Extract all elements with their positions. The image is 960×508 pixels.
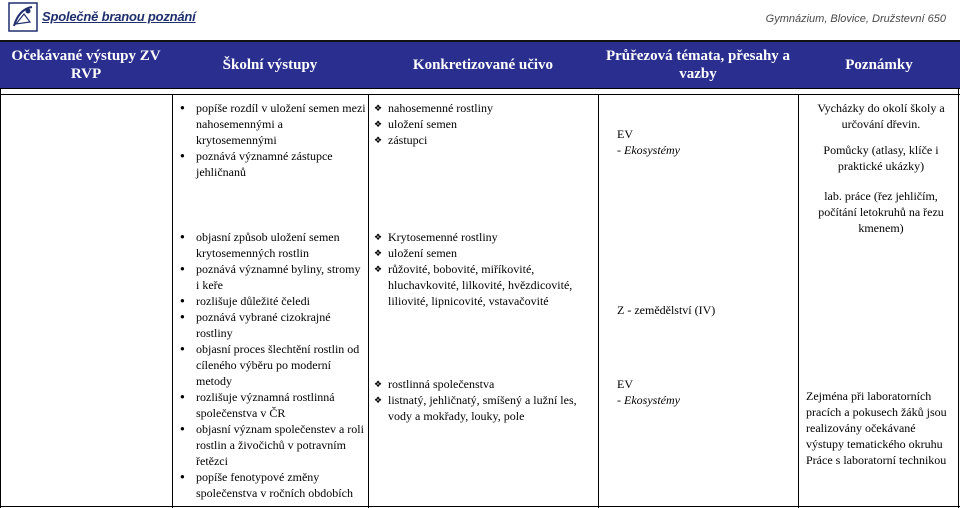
column-header-school-outputs: Školní výstupy (222, 57, 318, 73)
list-item: ❖ nahosemenné rostliny (374, 100, 594, 116)
table-header (0, 40, 960, 88)
note-text: Pomůcky (atlasy, klíče i praktické ukázky) (823, 143, 939, 173)
list-item: ● objasní význam společenstev a roli rostlin a živočichů v potravním řetězci (178, 421, 366, 469)
ev-code: EV (617, 377, 633, 391)
column-header-notes: Poznámky (845, 57, 913, 73)
page-header (0, 0, 960, 38)
row2-topic-ev (617, 376, 793, 408)
list-item: ● poznává významné byliny, stromy i keře (178, 261, 366, 293)
row2-outputs (178, 229, 366, 501)
z-label: Z - zemědělství (IV) (617, 303, 716, 317)
ev-topic: - Ekosystémy (617, 393, 680, 407)
table-border (0, 94, 960, 95)
table-border (0, 88, 1, 508)
list-item: ● poznává vybrané cizokrajné rostliny (178, 309, 366, 341)
list-item: ❖ Krytosemenné rostliny (374, 229, 594, 245)
list-item: ● rozlišuje významná rostlinná společenstva v ČR (178, 389, 366, 421)
row2-notes (806, 388, 956, 468)
table-border (172, 94, 173, 508)
list-item: ❖ růžovité, bobovité, miříkovité, hluchavkovité, lilkovité, hvězdicovité, liliovité, lipnicovité, vstavačovité (374, 261, 594, 309)
table-border (598, 94, 599, 508)
table-border (0, 88, 960, 89)
school-logo-icon (8, 2, 38, 32)
ev-topic: - Ekosystémy (617, 143, 680, 157)
list-item: ● rozlišuje důležité čeledi (178, 293, 366, 309)
school-name: Gymnázium, Blovice, Družstevní 650 (765, 13, 946, 25)
list-item: ● objasní způsob uložení semen krytosemenných rostlin (178, 229, 366, 261)
row1-content (374, 100, 594, 148)
list-item: ❖ uložení semen (374, 245, 594, 261)
list-item: ❖ zástupci (374, 132, 594, 148)
row2-content-b (374, 376, 594, 424)
note-text: Zejména při laboratorních pracích a pokusech žáků jsou realizovány očekávané výstupy tematického okruhu Práce s laboratorní technikou (806, 389, 947, 467)
row1-outputs (178, 100, 366, 180)
table-border (368, 94, 369, 508)
row2-topic-z (617, 302, 793, 318)
table-border (0, 506, 960, 507)
column-header-topics: Průřezová témata, přesahy a vazby (605, 48, 791, 82)
list-item: ❖ uložení semen (374, 116, 594, 132)
column-header-content: Konkretizované učivo (412, 57, 554, 73)
note-text: lab. práce (řez jehličím, počítání letokruhů na řezu kmenem) (818, 189, 944, 235)
logo-text: Společně branou poznání (42, 9, 196, 24)
ev-code: EV (617, 127, 633, 141)
row2-content-a (374, 229, 594, 309)
list-item: ● poznává významné zástupce jehličnanů (178, 148, 366, 180)
list-item: ● popíše rozdíl v uložení semen mezi nahosemennými a krytosemennými (178, 100, 366, 148)
table-border (958, 88, 959, 508)
list-item: ● popíše fenotypové změny společenstva v ročních obdobích (178, 469, 366, 501)
list-item: ● objasní proces šlechtění rostlin od cíleného výběru po moderní metody (178, 341, 366, 389)
list-item: ❖ listnatý, jehličnatý, smíšený a lužní les, vody a mokřady, louky, pole (374, 392, 594, 424)
row1-topics (617, 126, 793, 158)
list-item: ❖ rostlinná společenstva (374, 376, 594, 392)
row1-notes (806, 100, 956, 236)
table-border (798, 94, 799, 508)
column-header-rvp: Očekávané výstupy ZV RVP (11, 48, 161, 82)
note-text: Vycházky do okolí školy a určování dřevin. (817, 101, 945, 131)
